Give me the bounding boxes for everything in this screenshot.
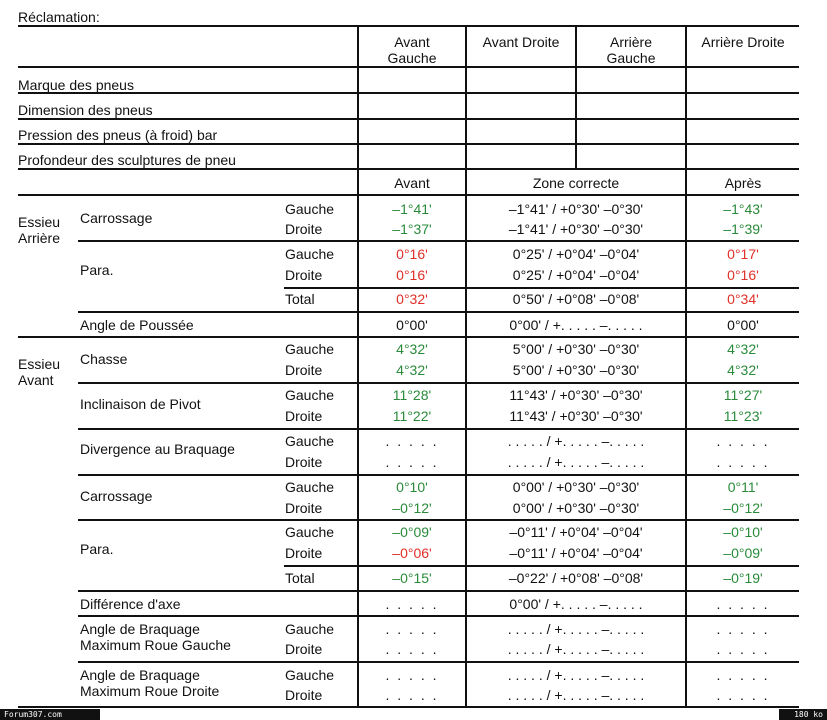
value-apres: 0°00' bbox=[727, 317, 759, 333]
value-avant: 4°32' bbox=[396, 341, 428, 357]
value-zone-correcte: 0°25' / +0°04' –0°04' bbox=[512, 246, 640, 262]
header-avant-gauche: Avant Gauche bbox=[387, 34, 437, 66]
value-avant: . . . . . bbox=[385, 454, 439, 470]
header-avant-droite: Avant Droite bbox=[482, 34, 560, 50]
divider bbox=[78, 615, 799, 617]
value-zone-correcte: 0°50' / +0°08' –0°08' bbox=[512, 291, 640, 307]
value-apres: –0°10' bbox=[723, 524, 763, 540]
side-label: Droite bbox=[285, 500, 323, 516]
value-apres: 4°32' bbox=[727, 341, 759, 357]
value-apres: . . . . . bbox=[716, 621, 770, 637]
value-apres: –0°09' bbox=[723, 545, 763, 561]
value-zone-correcte: 0°00' / +0°30' –0°30' bbox=[512, 479, 640, 495]
divider bbox=[78, 474, 799, 476]
divider bbox=[78, 382, 799, 384]
row-label: Angle de Braquage Maximum Roue Droite bbox=[80, 667, 220, 699]
value-avant: 0°32' bbox=[396, 291, 428, 307]
value-apres: . . . . . bbox=[716, 596, 770, 612]
side-label: Gauche bbox=[285, 341, 335, 357]
value-avant: –0°06' bbox=[392, 545, 432, 561]
divider bbox=[18, 66, 799, 68]
value-apres: 0°11' bbox=[727, 479, 759, 495]
side-label: Droite bbox=[285, 687, 323, 703]
divider bbox=[18, 194, 799, 196]
footer-size: 180 ko bbox=[779, 709, 827, 720]
value-apres: –0°19' bbox=[723, 570, 763, 586]
row-label: Carrossage bbox=[80, 210, 153, 226]
row-label: Angle de Braquage Maximum Roue Gauche bbox=[80, 621, 231, 653]
row-label: Para. bbox=[80, 262, 114, 278]
value-zone-correcte: –1°41' / +0°30' –0°30' bbox=[508, 221, 644, 237]
tyre-row-label: Pression des pneus (à froid) bar bbox=[18, 127, 218, 143]
value-zone-correcte: –0°11' / +0°04' –0°04' bbox=[509, 524, 643, 540]
side-label: Gauche bbox=[285, 246, 335, 262]
side-label: Gauche bbox=[285, 201, 335, 217]
value-apres: . . . . . bbox=[716, 641, 770, 657]
value-zone-correcte: . . . . . / +. . . . . –. . . . . bbox=[507, 667, 645, 683]
value-apres: 11°27' bbox=[723, 387, 763, 403]
value-zone-correcte: 11°43' / +0°30' –0°30' bbox=[509, 387, 643, 403]
row-label: Angle de Poussée bbox=[80, 317, 194, 333]
row-label: Inclinaison de Pivot bbox=[80, 396, 201, 412]
value-avant: 0°16' bbox=[396, 246, 428, 262]
side-label: Total bbox=[285, 291, 315, 307]
divider bbox=[78, 428, 799, 430]
value-zone-correcte: . . . . . / +. . . . . –. . . . . bbox=[507, 433, 645, 449]
side-label: Droite bbox=[285, 267, 323, 283]
divider bbox=[18, 118, 799, 120]
value-apres: . . . . . bbox=[716, 687, 770, 703]
value-zone-correcte: 5°00' / +0°30' –0°30' bbox=[512, 362, 640, 378]
header-zone-correcte: Zone correcte bbox=[532, 175, 620, 191]
value-avant: . . . . . bbox=[385, 621, 439, 637]
value-avant: . . . . . bbox=[385, 667, 439, 683]
value-apres: –1°43' bbox=[723, 201, 763, 217]
side-label: Total bbox=[285, 570, 315, 586]
value-zone-correcte: 0°00' / +. . . . . –. . . . . bbox=[509, 596, 643, 612]
header-arriere-droite: Arrière Droite bbox=[701, 34, 785, 50]
value-apres: –1°39' bbox=[723, 221, 763, 237]
value-avant: –0°09' bbox=[392, 524, 432, 540]
row-label: Chasse bbox=[80, 351, 128, 367]
value-avant: –1°37' bbox=[392, 221, 432, 237]
value-zone-correcte: 0°00' / +0°30' –0°30' bbox=[512, 500, 640, 516]
value-apres: . . . . . bbox=[716, 667, 770, 683]
value-zone-correcte: –0°11' / +0°04' –0°04' bbox=[509, 545, 643, 561]
divider bbox=[284, 287, 799, 289]
value-avant: –0°12' bbox=[392, 500, 432, 516]
divider bbox=[284, 565, 799, 567]
side-label: Droite bbox=[285, 545, 323, 561]
divider bbox=[18, 143, 799, 145]
footer-source: Forum307.com bbox=[0, 709, 100, 720]
side-label: Droite bbox=[285, 408, 323, 424]
row-label: Différence d'axe bbox=[80, 596, 181, 612]
value-avant: 4°32' bbox=[396, 362, 428, 378]
value-zone-correcte: . . . . . / +. . . . . –. . . . . bbox=[507, 621, 645, 637]
value-avant: 0°10' bbox=[396, 479, 428, 495]
side-label: Droite bbox=[285, 454, 323, 470]
value-avant: . . . . . bbox=[385, 687, 439, 703]
value-avant: 0°00' bbox=[396, 317, 428, 333]
side-label: Gauche bbox=[285, 433, 335, 449]
header-apres: Après bbox=[724, 175, 762, 191]
tyre-row-label: Profondeur des sculptures de pneu bbox=[18, 152, 236, 168]
divider bbox=[78, 590, 799, 592]
row-label: Para. bbox=[80, 541, 114, 557]
side-label: Gauche bbox=[285, 387, 335, 403]
essieu-avant-label: Essieu Avant bbox=[18, 356, 61, 388]
reclamation-title: Réclamation: bbox=[18, 9, 100, 25]
row-label: Divergence au Braquage bbox=[80, 441, 235, 457]
value-zone-correcte: . . . . . / +. . . . . –. . . . . bbox=[507, 454, 645, 470]
value-zone-correcte: 0°00' / +. . . . . –. . . . . bbox=[509, 317, 643, 333]
value-zone-correcte: . . . . . / +. . . . . –. . . . . bbox=[507, 641, 645, 657]
tyre-row-label: Dimension des pneus bbox=[18, 102, 153, 118]
value-apres: 4°32' bbox=[727, 362, 759, 378]
value-avant: 11°22' bbox=[392, 408, 432, 424]
divider bbox=[18, 706, 799, 708]
value-zone-correcte: 5°00' / +0°30' –0°30' bbox=[512, 341, 640, 357]
side-label: Droite bbox=[285, 641, 323, 657]
value-avant: . . . . . bbox=[385, 596, 439, 612]
divider bbox=[18, 92, 799, 94]
value-avant: . . . . . bbox=[385, 433, 439, 449]
header-avant: Avant bbox=[394, 175, 430, 191]
divider bbox=[78, 519, 799, 521]
value-avant: . . . . . bbox=[385, 641, 439, 657]
value-zone-correcte: . . . . . / +. . . . . –. . . . . bbox=[507, 687, 645, 703]
side-label: Gauche bbox=[285, 667, 335, 683]
side-label: Gauche bbox=[285, 524, 335, 540]
row-label: Carrossage bbox=[80, 488, 153, 504]
value-zone-correcte: 11°43' / +0°30' –0°30' bbox=[509, 408, 643, 424]
side-label: Droite bbox=[285, 221, 323, 237]
divider bbox=[78, 240, 799, 242]
header-arriere-gauche: Arrière Gauche bbox=[606, 34, 656, 66]
value-avant: –1°41' bbox=[392, 201, 432, 217]
tyre-row-label: Marque des pneus bbox=[18, 77, 134, 93]
value-apres: 11°23' bbox=[723, 408, 763, 424]
essieu-arriere-label: Essieu Arrière bbox=[18, 214, 61, 246]
divider bbox=[78, 661, 799, 663]
side-label: Droite bbox=[285, 362, 323, 378]
divider bbox=[18, 25, 799, 27]
side-label: Gauche bbox=[285, 479, 335, 495]
value-apres: . . . . . bbox=[716, 433, 770, 449]
value-apres: –0°12' bbox=[723, 500, 763, 516]
value-apres: . . . . . bbox=[716, 454, 770, 470]
value-avant: 11°28' bbox=[392, 387, 432, 403]
value-apres: 0°16' bbox=[727, 267, 759, 283]
value-zone-correcte: –1°41' / +0°30' –0°30' bbox=[508, 201, 644, 217]
value-zone-correcte: 0°25' / +0°04' –0°04' bbox=[512, 267, 640, 283]
value-avant: –0°15' bbox=[392, 570, 432, 586]
value-avant: 0°16' bbox=[396, 267, 428, 283]
divider bbox=[18, 168, 799, 170]
value-apres: 0°17' bbox=[727, 246, 759, 262]
value-zone-correcte: –0°22' / +0°08' –0°08' bbox=[508, 570, 644, 586]
divider bbox=[78, 311, 799, 313]
side-label: Gauche bbox=[285, 621, 335, 637]
value-apres: 0°34' bbox=[727, 291, 759, 307]
divider bbox=[18, 336, 799, 338]
